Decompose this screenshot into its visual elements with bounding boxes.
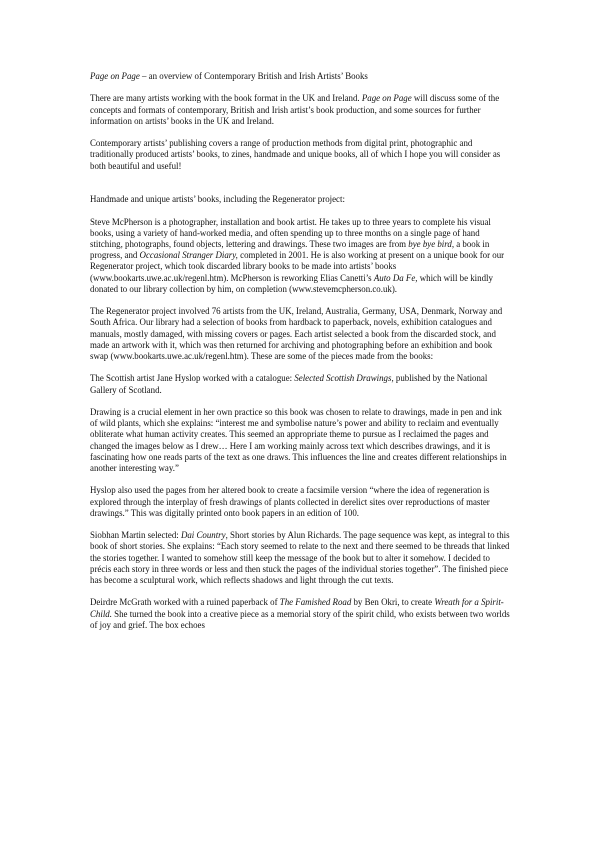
italic-text-run: bye bye bird,: [408, 238, 455, 249]
martin-paragraph: [90, 530, 510, 586]
italic-text-run: Occasional Stranger Diary,: [139, 250, 238, 261]
regenerator-paragraph: [90, 306, 510, 362]
italic-text-run: The Famished Road: [279, 597, 352, 608]
section-heading: Handmade and unique artists’ books, including the Regenerator project:: [90, 194, 345, 205]
text-run: Contemporary artists’ publishing covers a range of production methods from digital print, photographic and traditionally produced artists’ books, to zines, handmade and unique books, all of which I hope you will consider as both beautiful and useful!: [90, 138, 501, 171]
text-run: She turned the book into a creative piece as a memorial story of the spirit child, who exists between two worlds of joy and grief. The box echoes: [90, 608, 510, 630]
intro-paragraph: [90, 93, 510, 127]
text-run: There are many artists working with the book format in the UK and Ireland.: [90, 93, 362, 104]
text-run: Hyslop also used the pages from her altered book to create a facsimile version “where the idea of regeneration is explored through the interplay of fresh drawings of plants collected in derelict sites over reproductions of master drawings.” This was digitally printed onto book papers in an edition of 100.: [90, 485, 490, 518]
text-run: The Regenerator project involved 76 artists from the UK, Ireland, Australia, Germany, USA, Denmark, Norway and South Africa. Our library had a selection of books from hardback to paperback, novels, exhibition catalogues and manuals, mostly damaged, with missing covers or pages. Each artist selected a book from the discarded stock, and made an artwork with it, which was then returned for archiving and photographing before an exhibition and book swap (www.bookarts.uwe.ac.uk/regenl.htm). These are some of the pieces made from the books:: [90, 306, 503, 361]
document-page: [90, 71, 510, 642]
text-run: The Scottish artist Jane Hyslop worked with a catalogue:: [90, 373, 295, 384]
mcgrath-paragraph: [90, 597, 510, 631]
text-run: which will be kindly donated to our library collection by him, on completion (www.stevemcpherson.co.uk).: [90, 272, 493, 294]
text-run: Deirdre McGrath worked with a ruined paperback of: [90, 597, 280, 608]
italic-text-run: Page on Page: [361, 93, 412, 104]
title-italic: Page on Page: [90, 71, 140, 81]
italic-text-run: Auto Da Fe,: [373, 272, 418, 283]
text-run: completed in 2001. He is also working at present on a unique book for our Regenerator project, which took discarded library books to be made into artists’ books (www.bookarts.uwe.ac.uk/regenl.htm). McPherson is reworking Elias Canetti’s: [90, 250, 505, 283]
publishing-paragraph: [90, 138, 510, 172]
text-run: will discuss some of the concepts and formats of contemporary, British and Irish artist’s book production, and some sources for further information on artists’ books in the UK and Ireland.: [90, 93, 500, 126]
document-title: [90, 71, 510, 82]
text-run: Drawing is a crucial element in her own practice so this book was chosen to relate to drawings, made in pen and ink of wild plants, which she explains: “interest me and symbolise nature’s power and ability to reclaim and eventually obliterate what human activity creates. This seemed an appropriate theme to pursue as I reclaimed the pages and changed the images below as I drew… Here I am working mainly across text which describes drawings, and it is fascinating how one reads parts of the text as one draws. This influences the line and creates different relationships in another interesting way.”: [90, 406, 507, 473]
italic-text-run: Selected Scottish Drawings,: [294, 373, 394, 384]
text-run: a book in progress, and: [90, 238, 490, 261]
hyslop-drawing-paragraph: [90, 407, 510, 474]
text-run: , Short stories by Alun Richards. The page sequence was kept, as integral to this book of short stories. She explains: “Each story seemed to relate to the next and there seemed to be threads that linked the stories together. I wanted to somehow still keep the message of the book but to alter it somehow. I decided to précis each story in three words or less and then stuck the pages of the individual stories together”. The finished piece has become a sculptural work, which reflects shadows and light through the cut texts.: [90, 530, 510, 585]
text-run: Steve McPherson is a photographer, installation and book artist. He takes up to three years to complete his visual books, using a variety of hand-worked media, and often spending up to three months on a single page of hand stitching, photographs, found objects, lettering and drawings. These two images are from: [90, 216, 491, 249]
text-run: Siobhan Martin selected:: [90, 530, 181, 541]
text-run: published by the National Gallery of Scotland.: [90, 373, 488, 395]
mcpherson-paragraph: [90, 217, 510, 295]
text-run: by Ben Okri, to create: [351, 597, 435, 608]
hyslop-catalogue-paragraph: [90, 373, 510, 395]
italic-text-run: Wreath for a Spirit-Child.: [90, 597, 504, 619]
hyslop-facsimile-paragraph: [90, 485, 510, 519]
title-rest: – an overview of Contemporary British and Irish Artists’ Books: [139, 71, 368, 81]
italic-text-run: Dai Country: [180, 530, 226, 541]
